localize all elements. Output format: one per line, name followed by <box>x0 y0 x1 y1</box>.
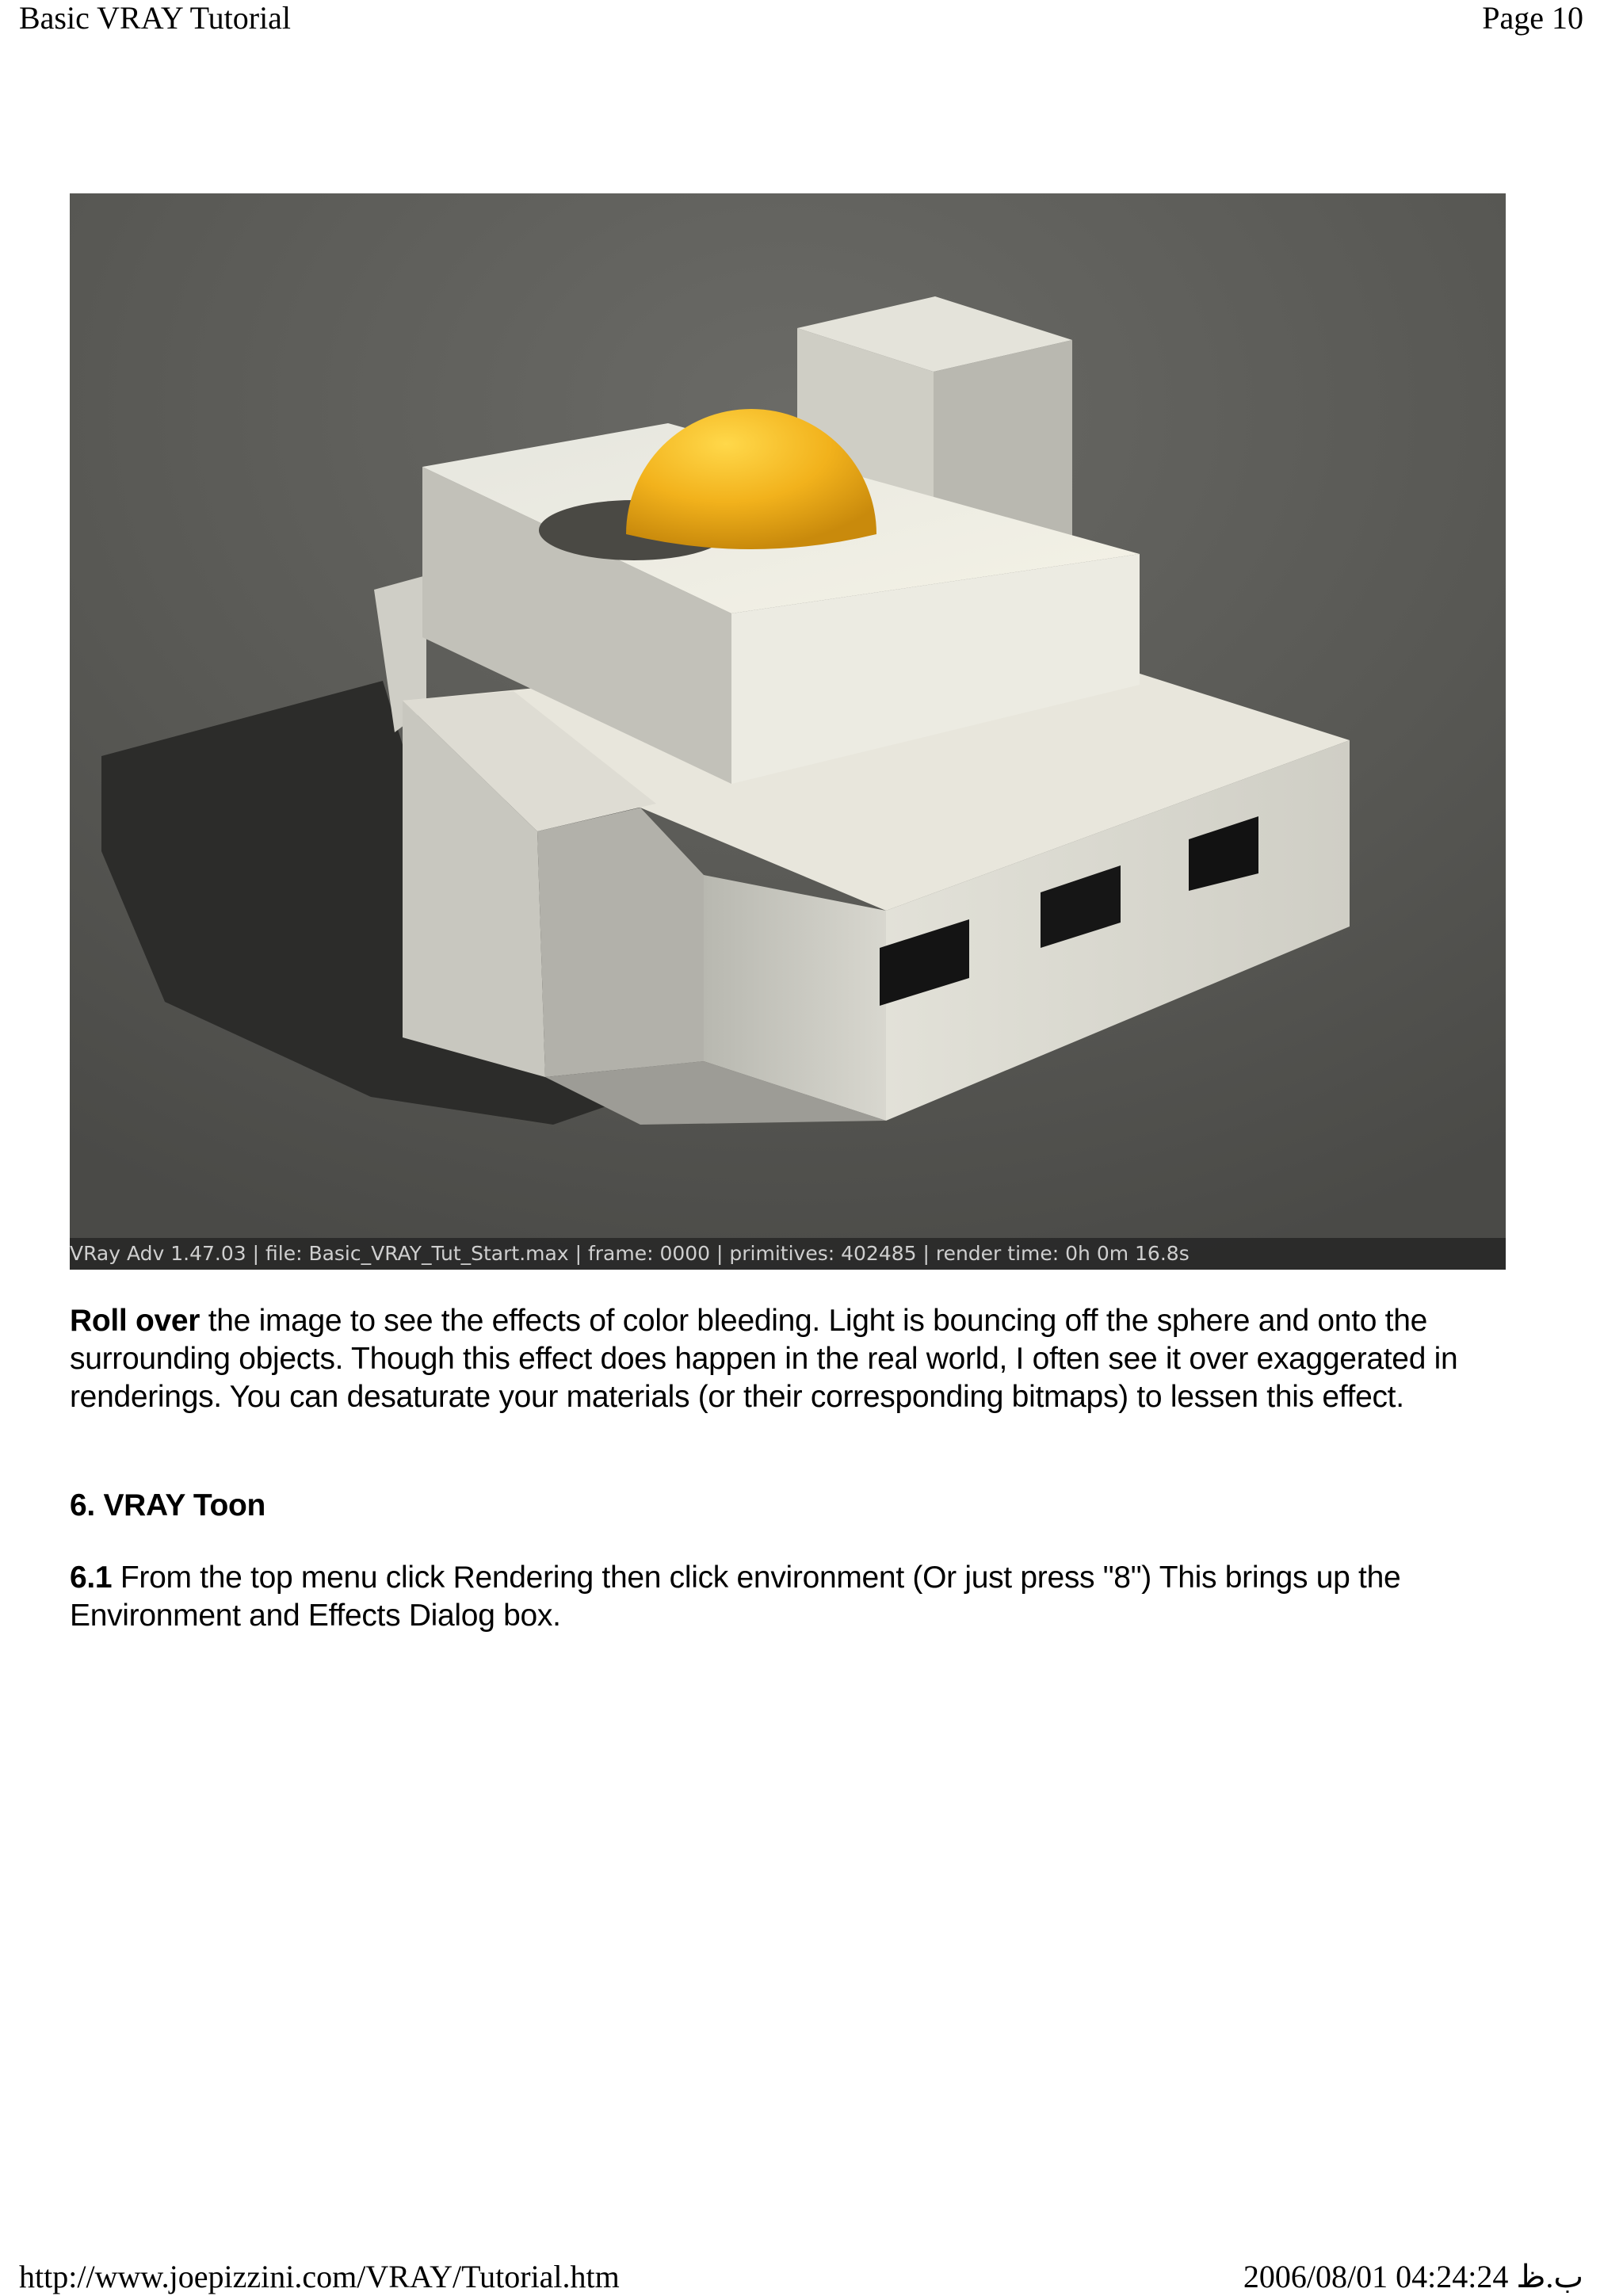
render-image[interactable] <box>70 193 1506 1270</box>
page-number: Page 10 <box>1482 0 1583 36</box>
paragraph-color-bleeding <box>70 1302 1528 1416</box>
roll-over-label: Roll over <box>70 1304 200 1338</box>
section-heading: 6. VRAY Toon <box>70 1488 266 1522</box>
step-number: 6.1 <box>70 1561 113 1595</box>
render-scene <box>70 193 1506 1270</box>
paragraph-step-6-1 <box>70 1559 1528 1635</box>
footer-url[interactable]: http://www.joepizzini.com/VRAY/Tutorial.htm <box>19 2259 620 2294</box>
paragraph-2-text: From the top menu click Rendering then click environment (Or just press "8") This brings up the Environment and Effects Dialog box. <box>70 1561 1401 1633</box>
paragraph-1-text: the image to see the effects of color bleeding. Light is bouncing off the sphere and onto the surrounding objects. Though this effect does happen in the real world, I often see it over exaggerated in renderings. You can desaturate your materials (or their corresponding bitmaps) to lessen this effect. <box>70 1304 1458 1414</box>
render-status-bar: VRay Adv 1.47.03 | file: Basic_VRAY_Tut_Start.max | frame: 0000 | primitives: 402485 | render time: 0h 0m 16.8s <box>70 1238 1506 1270</box>
footer-timestamp: 2006/08/01 04:24:24 ب.ظ <box>1243 2259 1583 2294</box>
page-header-title: Basic VRAY Tutorial <box>19 0 292 36</box>
